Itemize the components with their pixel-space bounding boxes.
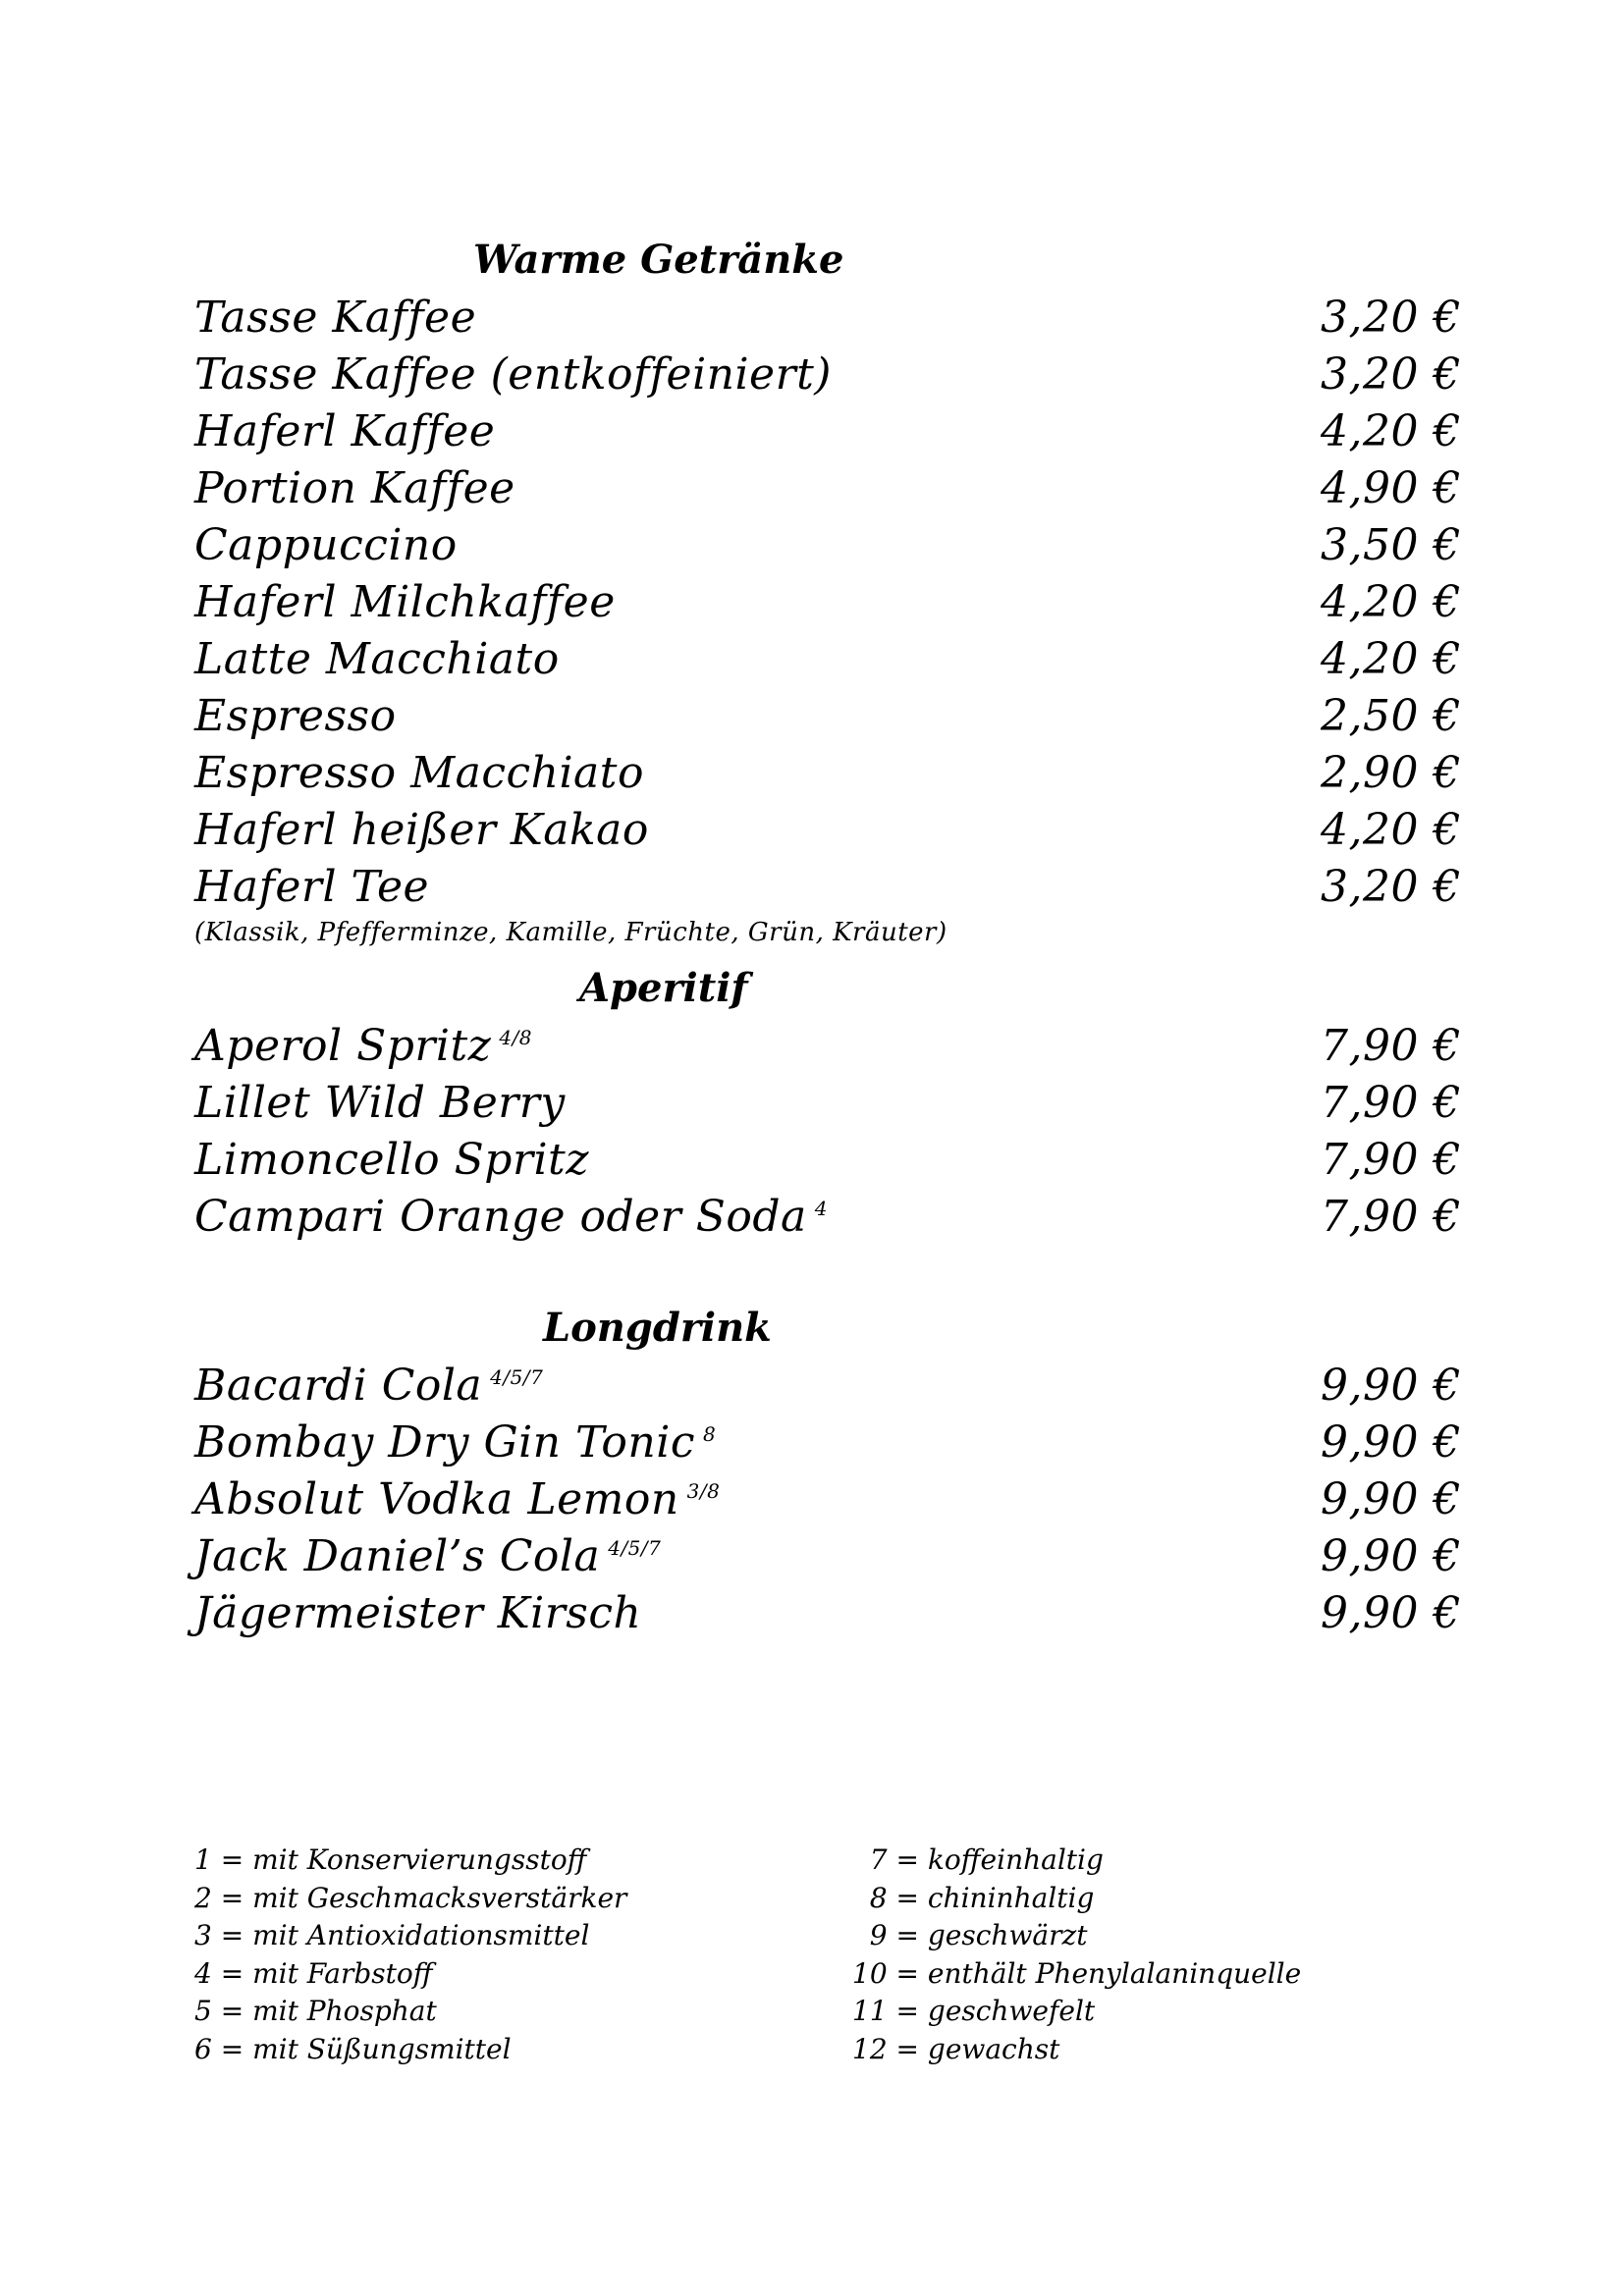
additive-footnote: 4/5/7 [608, 1536, 662, 1561]
tea-varieties-note: (Klassik, Pfefferminze, Kamille, Früchte, Grün, Kräuter) [194, 918, 947, 947]
menu-item [194, 745, 1461, 802]
item-price: 9,90 € [1321, 1417, 1461, 1468]
item-price: 4,20 € [1321, 805, 1461, 855]
additive-footnote: 4 [814, 1197, 828, 1221]
item-price: 4,20 € [1321, 634, 1461, 684]
item-name: Cappuccino [194, 520, 458, 570]
item-name [194, 1528, 661, 1585]
item-price: 3,50 € [1321, 520, 1461, 570]
menu-item [194, 1585, 1461, 1642]
menu-item [194, 1189, 1461, 1246]
item-price: 3,20 € [1321, 349, 1461, 400]
item-name: Espresso [194, 691, 397, 741]
item-name-text: Campari Orange oder Soda [194, 1192, 807, 1242]
menu-item [194, 802, 1461, 859]
menu [194, 231, 1461, 1642]
item-name: Limoncello Spritz [194, 1135, 589, 1185]
menu-item [194, 574, 1461, 631]
item-price: 4,20 € [1321, 577, 1461, 627]
menu-item [194, 1075, 1461, 1132]
legend-item: 6 = mit Süßungsmittel [194, 2032, 512, 2065]
legend-item: 7 = koffeinhaltig [852, 1843, 1104, 1876]
item-price: 7,90 € [1321, 1078, 1461, 1128]
item-name: Haferl Kaffee [194, 406, 496, 456]
section-title: Warme Getränke [473, 237, 844, 283]
legend-column-left [194, 1842, 852, 2068]
legend-item: 10 = enthält Phenylalaninquelle [852, 1956, 1302, 1990]
menu-item [194, 347, 1461, 403]
item-price: 7,90 € [1321, 1021, 1461, 1071]
item-price: 2,90 € [1321, 748, 1461, 798]
additive-footnote: 4/5/7 [490, 1365, 544, 1390]
additive-footnote: 3/8 [686, 1479, 721, 1504]
legend-item: 5 = mit Phosphat [194, 1995, 437, 2027]
section-longdrink [194, 1299, 1461, 1642]
item-name: Jägermeister Kirsch [194, 1588, 642, 1638]
item-price: 9,90 € [1321, 1531, 1461, 1581]
legend-item: 4 = mit Farbstoff [194, 1956, 433, 1990]
item-name [194, 1358, 543, 1415]
item-price: 4,90 € [1321, 463, 1461, 513]
item-name: Lillet Wild Berry [194, 1078, 566, 1128]
section-title: Longdrink [543, 1305, 772, 1351]
item-price: 9,90 € [1321, 1361, 1461, 1411]
item-name: Tasse Kaffee (entkoffeiniert) [194, 349, 832, 400]
menu-item [194, 290, 1461, 347]
item-price: 3,20 € [1321, 293, 1461, 343]
legend-item: 3 = mit Antioxidationsmittel [194, 1919, 590, 1951]
item-price: 7,90 € [1321, 1192, 1461, 1242]
item-name: Portion Kaffee [194, 463, 515, 513]
menu-item [194, 631, 1461, 688]
item-price: 9,90 € [1321, 1588, 1461, 1638]
legend-item: 9 = geschwärzt [852, 1919, 1088, 1951]
item-name: Haferl Tee [194, 862, 430, 912]
item-price: 9,90 € [1321, 1474, 1461, 1524]
legend-column-right [852, 1842, 1441, 2068]
menu-item [194, 1471, 1461, 1528]
item-price: 3,20 € [1321, 862, 1461, 912]
item-name-text: Jack Daniel’s Cola [194, 1531, 601, 1581]
menu-item [194, 1415, 1461, 1471]
legend-item: 12 = gewachst [852, 2032, 1060, 2065]
item-name: Tasse Kaffee [194, 293, 477, 343]
legend-item: 2 = mit Geschmacksverstärker [194, 1881, 627, 1914]
item-name [194, 1189, 828, 1246]
menu-item [194, 1132, 1461, 1189]
additive-footnote: 8 [702, 1422, 717, 1447]
menu-item [194, 403, 1461, 460]
item-price: 7,90 € [1321, 1135, 1461, 1185]
menu-item [194, 460, 1461, 517]
item-name: Latte Macchiato [194, 634, 560, 684]
item-price: 4,20 € [1321, 406, 1461, 456]
legend-item: 8 = chininhaltig [852, 1881, 1095, 1914]
menu-item [194, 1528, 1461, 1585]
menu-item [194, 859, 1461, 916]
item-name-text: Absolut Vodka Lemon [194, 1474, 679, 1524]
item-name [194, 1018, 532, 1075]
legend-item: 1 = mit Konservierungsstoff [194, 1843, 587, 1876]
item-name: Espresso Macchiato [194, 748, 644, 798]
item-name: Haferl heißer Kakao [194, 805, 649, 855]
item-name [194, 1415, 716, 1471]
section-title: Aperitif [579, 965, 748, 1011]
menu-item [194, 1358, 1461, 1415]
item-name-text: Bacardi Cola [194, 1361, 483, 1411]
item-name [194, 1471, 720, 1528]
legend-item: 11 = geschwefelt [852, 1995, 1096, 2027]
item-name-text: Bombay Dry Gin Tonic [194, 1417, 695, 1468]
item-name-text: Aperol Spritz [194, 1021, 492, 1071]
section-warme-getraenke [194, 231, 1461, 959]
additive-legend [194, 1842, 1471, 2068]
additive-footnote: 4/8 [499, 1026, 533, 1050]
menu-item [194, 688, 1461, 745]
section-aperitif [194, 959, 1461, 1299]
item-price: 2,50 € [1321, 691, 1461, 741]
menu-item [194, 1018, 1461, 1075]
menu-item [194, 517, 1461, 574]
item-name: Haferl Milchkaffee [194, 577, 616, 627]
